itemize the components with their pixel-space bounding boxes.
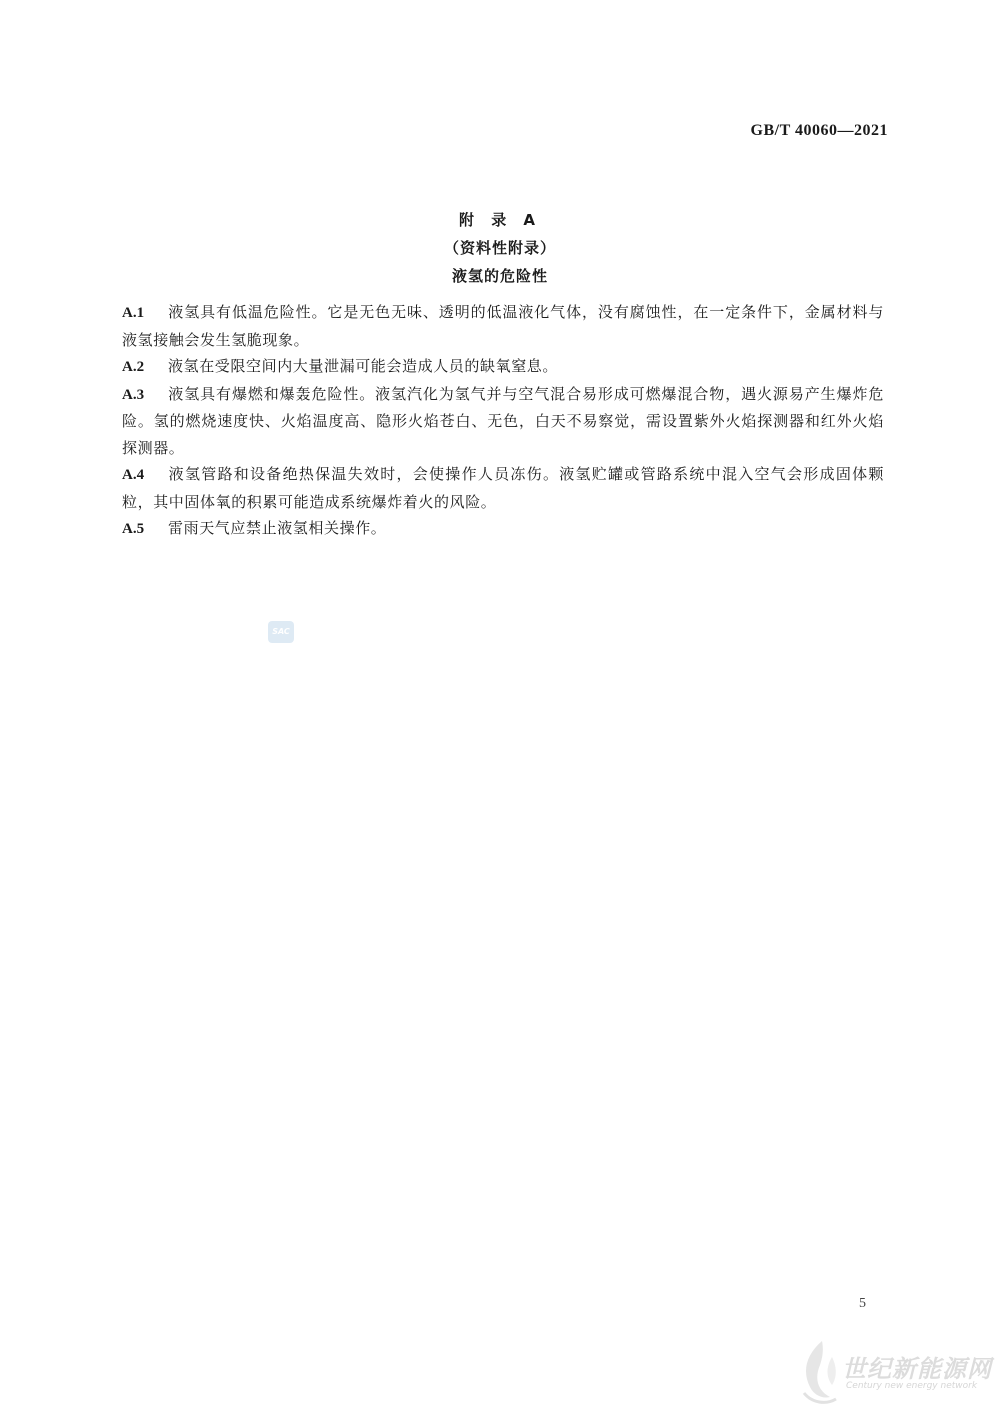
appendix-heading: 液氢的危险性 (451, 267, 548, 285)
clause-a3 (122, 381, 884, 462)
clause-number: A.1 (122, 305, 145, 321)
clause-number: A.5 (122, 521, 145, 537)
clause-text: 液氢在受限空间内大量泄漏可能会造成人员的缺氧窒息。 (168, 357, 559, 375)
clause-number: A.4 (122, 467, 145, 483)
clause-text: 液氢具有低温危险性。它是无色无味、透明的低温液化气体，没有腐蚀性，在一定条件下，金属材料与液氢接触会发生氢脆现象。 (122, 303, 884, 349)
sac-watermark-logo: SAC (268, 621, 294, 643)
appendix-title-block (0, 206, 1000, 290)
page-number: 5 (859, 1296, 866, 1311)
appendix-label: 附 录 A (458, 211, 542, 229)
clause-number: A.3 (122, 386, 145, 403)
clause-a4 (122, 461, 884, 515)
site-watermark-logo (792, 1335, 992, 1407)
document-body (122, 299, 884, 543)
site-logo-text: 世纪新能源网 (842, 1355, 992, 1383)
clause-number: A.2 (122, 359, 145, 375)
clause-a1 (122, 299, 884, 353)
flame-logo-icon (792, 1335, 844, 1407)
standard-code: GB/T 40060—2021 (750, 122, 888, 139)
appendix-type: （资料性附录） (443, 239, 556, 257)
clause-a5 (122, 515, 884, 543)
site-logo-subtext: Century new energy network (846, 1381, 978, 1391)
clause-text: 雷雨天气应禁止液氢相关操作。 (168, 519, 387, 537)
clause-text: 液氢具有爆燃和爆轰危险性。液氢汽化为氢气并与空气混合易形成可燃爆混合物，遇火源易产生爆炸危险。氢的燃烧速度快、火焰温度高、隐形火焰苍白、无色，白天不易察觉，需设置紫外火焰探测器和红外火焰探测器。 (122, 384, 884, 457)
clause-text: 液氢管路和设备绝热保温失效时，会使操作人员冻伤。液氢贮罐或管路系统中混入空气会形成固体颗粒，其中固体氧的积累可能造成系统爆炸着火的风险。 (122, 465, 884, 511)
clause-a2 (122, 353, 884, 381)
